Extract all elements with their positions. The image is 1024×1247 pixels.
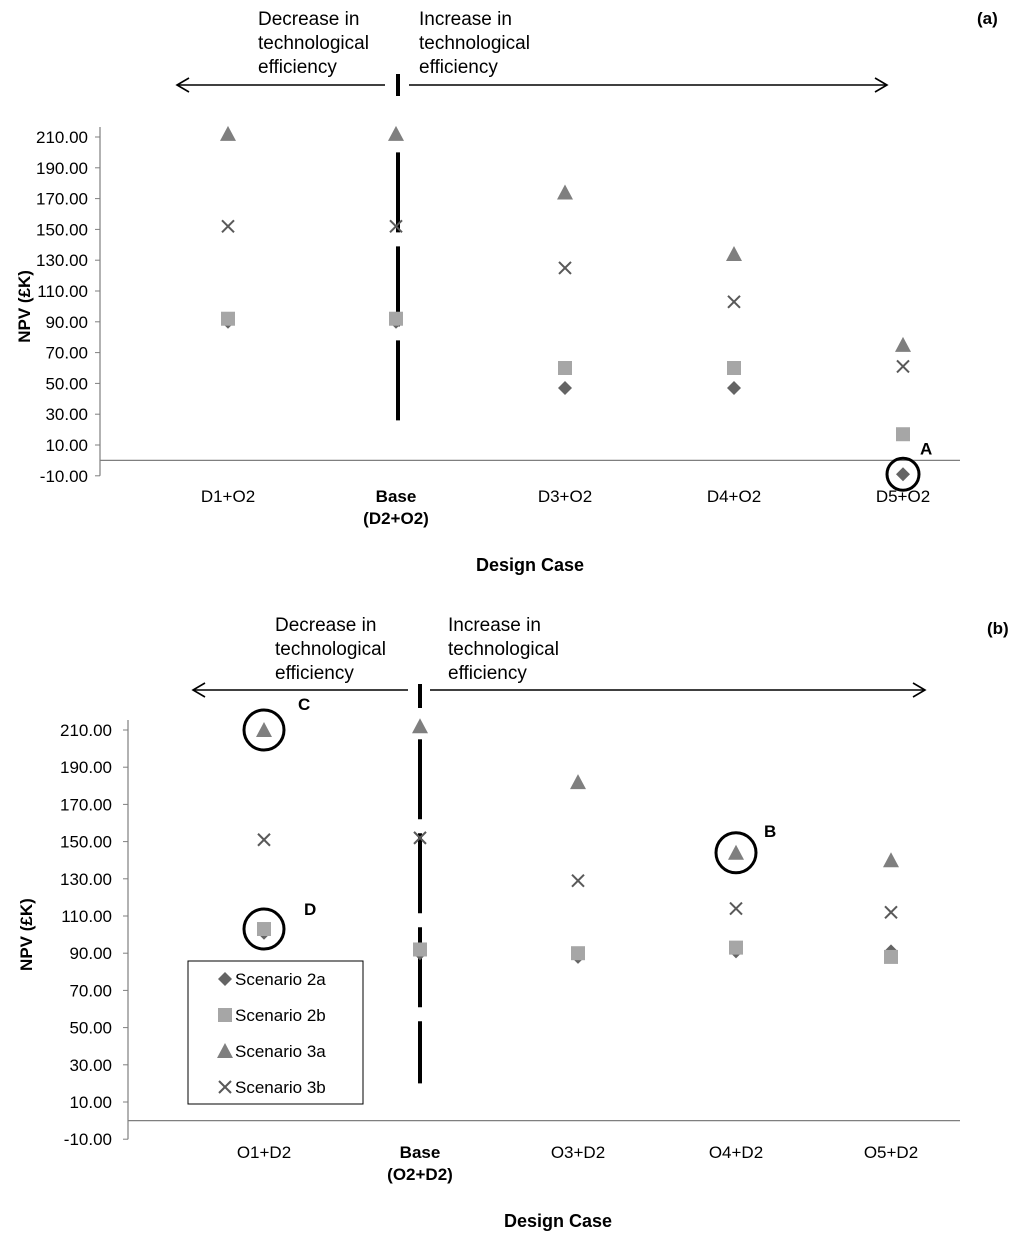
x-category-label: Base [399,1143,441,1162]
point-scenario-3a-d5-o2 [895,337,911,352]
point-scenario-3a-base [412,718,428,733]
x-category-sublabel: (D2+O2) [363,509,429,528]
point-scenario-3b-o4-d2 [730,903,742,915]
y-tick-label: 150.00 [36,220,88,240]
y-tick-label: 210.00 [60,721,112,740]
point-scenario-3a-d3-o2 [557,184,573,199]
y-tick-label: 70.00 [69,981,112,1001]
y-tick-label: 170.00 [36,189,88,209]
y-tick-label: -10.00 [39,466,88,486]
y-tick-label: 70.00 [45,343,88,363]
point-scenario-3a-d4-o2 [726,246,742,261]
point-scenario-3b-o3-d2 [572,875,584,887]
x-category-label: D3+O2 [537,487,593,506]
x-category-label: D5+O2 [875,487,931,506]
y-tick-label: 150.00 [60,832,112,852]
x-category-sublabel: (O2+D2) [387,1165,453,1184]
y-tick-label: 130.00 [36,251,88,271]
y-tick-label: 210.00 [36,128,88,147]
point-scenario-3b-d3-o2 [559,262,571,274]
point-scenario-3a-base [388,126,404,141]
left-arrow-text: technological [258,33,369,54]
y-tick-label: 10.00 [69,1093,112,1112]
legend-label: Scenario 3b [235,1078,326,1097]
right-arrow-text: Increase in [448,615,541,636]
y-tick-label: 50.00 [69,1018,112,1038]
x-category-label: D4+O2 [706,487,762,506]
point-scenario-2a-d4-o2 [727,381,741,395]
x-category-label: O1+D2 [236,1143,292,1162]
right-arrow-text: efficiency [448,663,527,684]
point-scenario-2b-o1-d2 [257,922,271,936]
highlight-label-c: C [298,695,311,714]
point-scenario-3b-d1-o2 [222,220,234,232]
y-tick-label: -10.00 [63,1130,112,1150]
panel-label: (a) [977,9,998,28]
point-scenario-2b-o3-d2 [571,946,585,960]
legend-label: Scenario 3a [235,1042,326,1061]
point-scenario-2b-o5-d2 [884,950,898,964]
point-scenario-2b-base [413,942,427,956]
point-scenario-2b-d5-o2 [896,427,910,441]
point-scenario-3b-o1-d2 [258,834,270,846]
point-scenario-2b-d3-o2 [558,361,572,375]
legend-label: Scenario 2a [235,970,326,989]
y-tick-label: 90.00 [45,312,88,332]
right-arrow-text: efficiency [419,57,498,78]
y-tick-label: 50.00 [45,374,88,394]
point-scenario-3a-o5-d2 [883,852,899,867]
left-arrow-text: Decrease in [258,9,360,30]
y-tick-label: 190.00 [60,758,112,778]
point-scenario-3b-d5-o2 [897,360,909,372]
y-tick-label: 30.00 [69,1055,112,1075]
chart-panel-a [15,9,998,575]
point-scenario-2b-o4-d2 [729,941,743,955]
chart-panel-b [17,615,1009,1231]
left-arrow-text: Decrease in [275,615,377,636]
highlight-label-d: D [304,900,317,920]
x-axis-title: Design Case [475,555,585,575]
x-category-label: O4+D2 [708,1143,764,1162]
legend-marker-scenario-2b [218,1008,232,1022]
highlight-label-b: B [764,821,777,841]
y-tick-label: 30.00 [45,405,88,425]
y-tick-label: 170.00 [60,795,112,815]
y-tick-label: 110.00 [37,282,88,301]
left-arrow-text: efficiency [258,57,337,78]
x-category-label: O5+D2 [863,1143,919,1162]
point-scenario-2b-d4-o2 [727,361,741,375]
left-arrow-text: technological [275,639,386,660]
x-axis-title: Design Case [503,1211,613,1231]
y-axis-title: NPV (£K) [17,898,36,971]
y-axis-title: NPV (£K) [15,270,34,343]
right-arrow-text: technological [448,639,559,660]
y-tick-label: 90.00 [69,944,112,964]
right-arrow-text: Increase in [419,9,512,30]
point-scenario-2b-base [389,312,403,326]
x-category-label: D1+O2 [200,487,256,506]
point-scenario-2a-d3-o2 [558,381,572,395]
point-scenario-3a-o3-d2 [570,774,586,789]
point-scenario-3b-o5-d2 [885,906,897,918]
point-scenario-3a-o1-d2 [256,722,272,737]
highlight-label-a: A [920,439,933,459]
panel-label: (b) [987,619,1009,638]
legend-label: Scenario 2b [235,1006,326,1025]
point-scenario-2b-d1-o2 [221,312,235,326]
point-scenario-2a-d5-o2 [896,467,910,481]
y-tick-label: 10.00 [45,436,88,455]
point-scenario-3a-d1-o2 [220,126,236,141]
left-arrow-text: efficiency [275,663,354,684]
y-tick-label: 130.00 [60,869,112,889]
point-scenario-3b-d4-o2 [728,296,740,308]
y-tick-label: 190.00 [36,158,88,178]
right-arrow-text: technological [419,33,530,54]
point-scenario-3a-o4-d2 [728,845,744,860]
x-category-label: O3+D2 [550,1143,606,1162]
y-tick-label: 110.00 [61,907,112,926]
legend [188,961,363,1104]
x-category-label: Base [375,487,417,506]
